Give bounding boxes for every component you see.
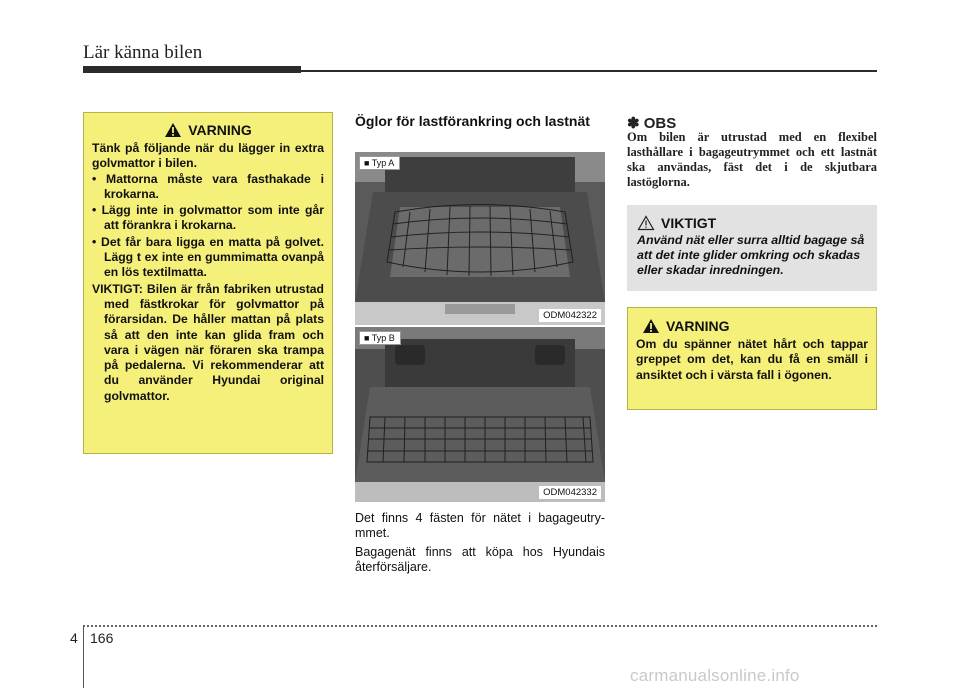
footer-divider	[83, 626, 84, 688]
warning-title: VARNING	[188, 122, 252, 138]
footer-dotted-rule	[83, 625, 877, 627]
page-number: 166	[90, 630, 114, 646]
warning-box-floor-mats	[83, 112, 333, 454]
cargo-net-photo-type-b	[355, 327, 605, 502]
photo-code-b: ODM042332	[539, 486, 601, 499]
body-paragraph-anchors: Det finns 4 fästen för nätet i bagageutry-mmet.	[355, 511, 605, 540]
watermark-text: carmanualsonline.info	[630, 666, 800, 685]
viktigt-text: Använd nät eller surra alltid bagage så att det inte glider omkring och skadas eller skadar inredningen.	[637, 233, 865, 277]
warning-viktigt-note: VIKTIGT: Bilen är från fabriken utrustad med fästkrokar för golvmattor på förarsidan. De håller mattan på plats så att den inte kan glida fram och vara i vägen när föraren ska trampa på pedalerna. Vi rekommenderar att du använder Hyundai original golvmattor.	[92, 281, 324, 403]
photo-tag-type-a: ■ Typ A	[359, 156, 400, 170]
warning-text: Om du spänner nätet hårt och tappar greppet om det, kan du få en smäll i ansiktet och i värsta fall i ögonen.	[636, 337, 868, 382]
viktigt-title: VIKTIGT	[661, 215, 717, 231]
viktigt-box	[627, 205, 877, 291]
warning-box-net-tension	[627, 307, 877, 410]
header-bar	[83, 66, 301, 73]
chapter-number: 4	[70, 630, 78, 646]
warning-triangle-icon	[642, 318, 660, 334]
section-title: Öglor för lastförankring och lastnät	[355, 113, 590, 129]
photo-tag-type-b: ■ Typ B	[359, 331, 401, 345]
warning-bullet-1: • Mattorna måste vara fasthakade i krokarna.	[92, 171, 324, 201]
warning-intro: Tänk på följande när du lägger in extra golvmattor i bilen.	[92, 141, 324, 171]
warning-header	[92, 122, 324, 138]
header-rule	[301, 70, 877, 72]
warning-title: VARNING	[666, 318, 730, 334]
caution-triangle-icon	[637, 215, 655, 231]
obs-text: Om bilen är utrustad med en flexibel lasthållare i bagageutrymmet och ett lastnät ska användas, fäst det i de skjutbara lastöglorna.	[627, 130, 877, 189]
warning-bullet-2: • Lägg inte in golvmattor som inte går att förankra i krokarna.	[92, 203, 324, 233]
cargo-net-photo-type-a	[355, 152, 605, 325]
photo-code-a: ODM042322	[539, 309, 601, 322]
body-paragraph-dealer: Bagagenät finns att köpa hos Hyundais återförsäljare.	[355, 545, 605, 574]
warning-triangle-icon	[164, 122, 182, 138]
obs-title: ✽ OBS	[627, 115, 677, 132]
page-header-title: Lär känna bilen	[83, 42, 203, 63]
warning-bullet-3: • Det får bara ligga en matta på golvet. Lägg t ex inte en gummimatta ovanpå en lös textilmatta.	[92, 234, 324, 280]
